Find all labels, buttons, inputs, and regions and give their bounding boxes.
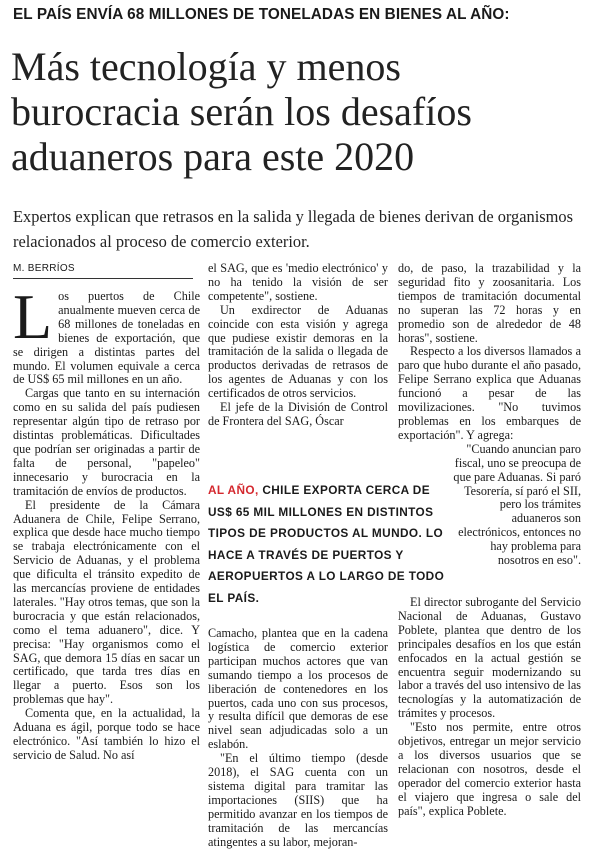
column-2-bottom (208, 627, 388, 850)
drop-cap: L (13, 281, 53, 352)
paragraph: Cargas que tanto en su internación como en su salida del país pudiesen representar algún tipo de retraso por distintas problemáticas. Dificultades que podrían ser originadas a partir de falta de personal, "papeleo" innecesario y burocracia en la tramitación de envíos de productos. (13, 386, 200, 498)
paragraph: Respecto a los diversos llamados a paro que hubo durante el año pasado, Felipe Serrano explica que Aduanas funcionó a pesar de las movilizaciones. "No tuvimos problemas en los embarques de exportación". Y agrega: (398, 344, 581, 442)
column-3-bottom (398, 596, 581, 819)
column-1 (13, 281, 200, 763)
column-2-top (208, 262, 388, 429)
indented-quote: "Cuando anuncian paro fiscal, uno se preocupa de que pare Aduanas. Si paró Tesorería, sí paró el SII, pero los trámites aduaneros son electrónicos, entonces no hay problema para nosotros en eso". (453, 441, 581, 568)
headline-line: burocracia serán los desafíos (11, 89, 472, 134)
byline-rule (13, 278, 193, 279)
paragraph: El jefe de la División de Control de Frontera del SAG, Óscar (208, 400, 388, 428)
headline-line: Más tecnología y menos (11, 44, 401, 89)
paragraph: el SAG, que es 'medio electrónico' y no ha tenido la visión de ser competente", sostiene. (208, 261, 388, 303)
paragraph: El director subrogante del Servicio Nacional de Aduanas, Gustavo Poblete, plantea que dentro de los principales desafíos en los que están enfocados en la actual gestión se encuentra seguir modernizando su labor a través del uso intensivo de las tecnologías y la automatización de trámites y procesos. (398, 595, 581, 721)
pull-quote-text: CHILE EXPORTA CERCA DE US$ 65 MIL MILLONES EN DISTINTOS TIPOS DE PRODUCTOS AL MUNDO. LO HACE A TRAVÉS DE PUERTOS Y AEROPUERTOS A LO LARGO DE TODO EL PAÍS. (208, 483, 445, 605)
paragraph: Camacho, plantea que en la cadena logística de comercio exterior participan muchos actores que van sumando tiempo a los procesos de liberación de contenedores en los puertos, cada uno con sus procesos, y resulta difícil que demoras de ese nivel sean adjudicadas solo a un eslabón. (208, 626, 388, 752)
headline (11, 44, 586, 179)
headline-line: aduaneros para este 2020 (11, 134, 415, 179)
byline: M. BERRÍOS (13, 263, 75, 274)
pull-quote-highlight: AL AÑO, (208, 483, 259, 497)
paragraph: El presidente de la Cámara Aduanera de Chile, Felipe Serrano, explica que desde hace mucho tiempo se trabaja electrónicamente con el Servicio de Aduanas, y el problema que dificulta el tránsito expedito de las mercancías proviene de entidades laterales. "Hay otros temas, que son la burocracia y que están relacionados, como el tema aduanero", dice. Y precisa: "Hay organismos como el SAG, que demora 15 días en sacar un certificado, que tarda tres días en llegar a puerto. Esos son los problemas que hay". (13, 497, 200, 707)
column-3-top (398, 262, 581, 568)
paragraph: "Esto nos permite, entre otros objetivos, entregar un mejor servicio a los diversos usuarios que se relacionan con nosotros, desde el operador del comercio exterior hasta el viajero que ingresa o sale del país", explica Poblete. (398, 720, 581, 818)
paragraph: Un exdirector de Aduanas coincide con esta visión y agrega que pudiese existir demoras en la tramitación de la salida o llegada de productos derivadas de retrasos de los agentes de Aduanas y con los certificados de otros servicios. (208, 302, 388, 401)
paragraph: do, de paso, la trazabilidad y la seguridad fito y zoosanitaria. Los tiempos de tramitación documental no superan las 72 horas y en promedio son de alrededor de 48 horas", sostiene. (398, 261, 581, 345)
deck: Expertos explican que retrasos en la salida y llegada de bienes derivan de organismos relacionados al proceso de comercio exterior. (13, 207, 573, 251)
kicker: EL PAÍS ENVÍA 68 MILLONES DE TONELADAS EN BIENES AL AÑO: (13, 6, 510, 23)
paragraph: "En el último tiempo (desde 2018), el SAG cuenta con un sistema digital para tramitar las importaciones (SIIS) que ha permitido avanzar en los tiempos de tramitación de las mercancías atingentes a su labor, mejoran- (208, 751, 388, 849)
paragraph: Los puertos de Chile anualmente mueven cerca de 68 millones de toneladas en bienes de exportación, que se dirigen a distintas partes del mundo. El volumen equivale a cerca de US$ 65 mil millones en un año. (13, 281, 200, 387)
paragraph: Comenta que, en la actualidad, la Aduana es ágil, porque todo se hace electrónico. "Así también lo hizo el servicio de Salud. No así (13, 706, 200, 762)
